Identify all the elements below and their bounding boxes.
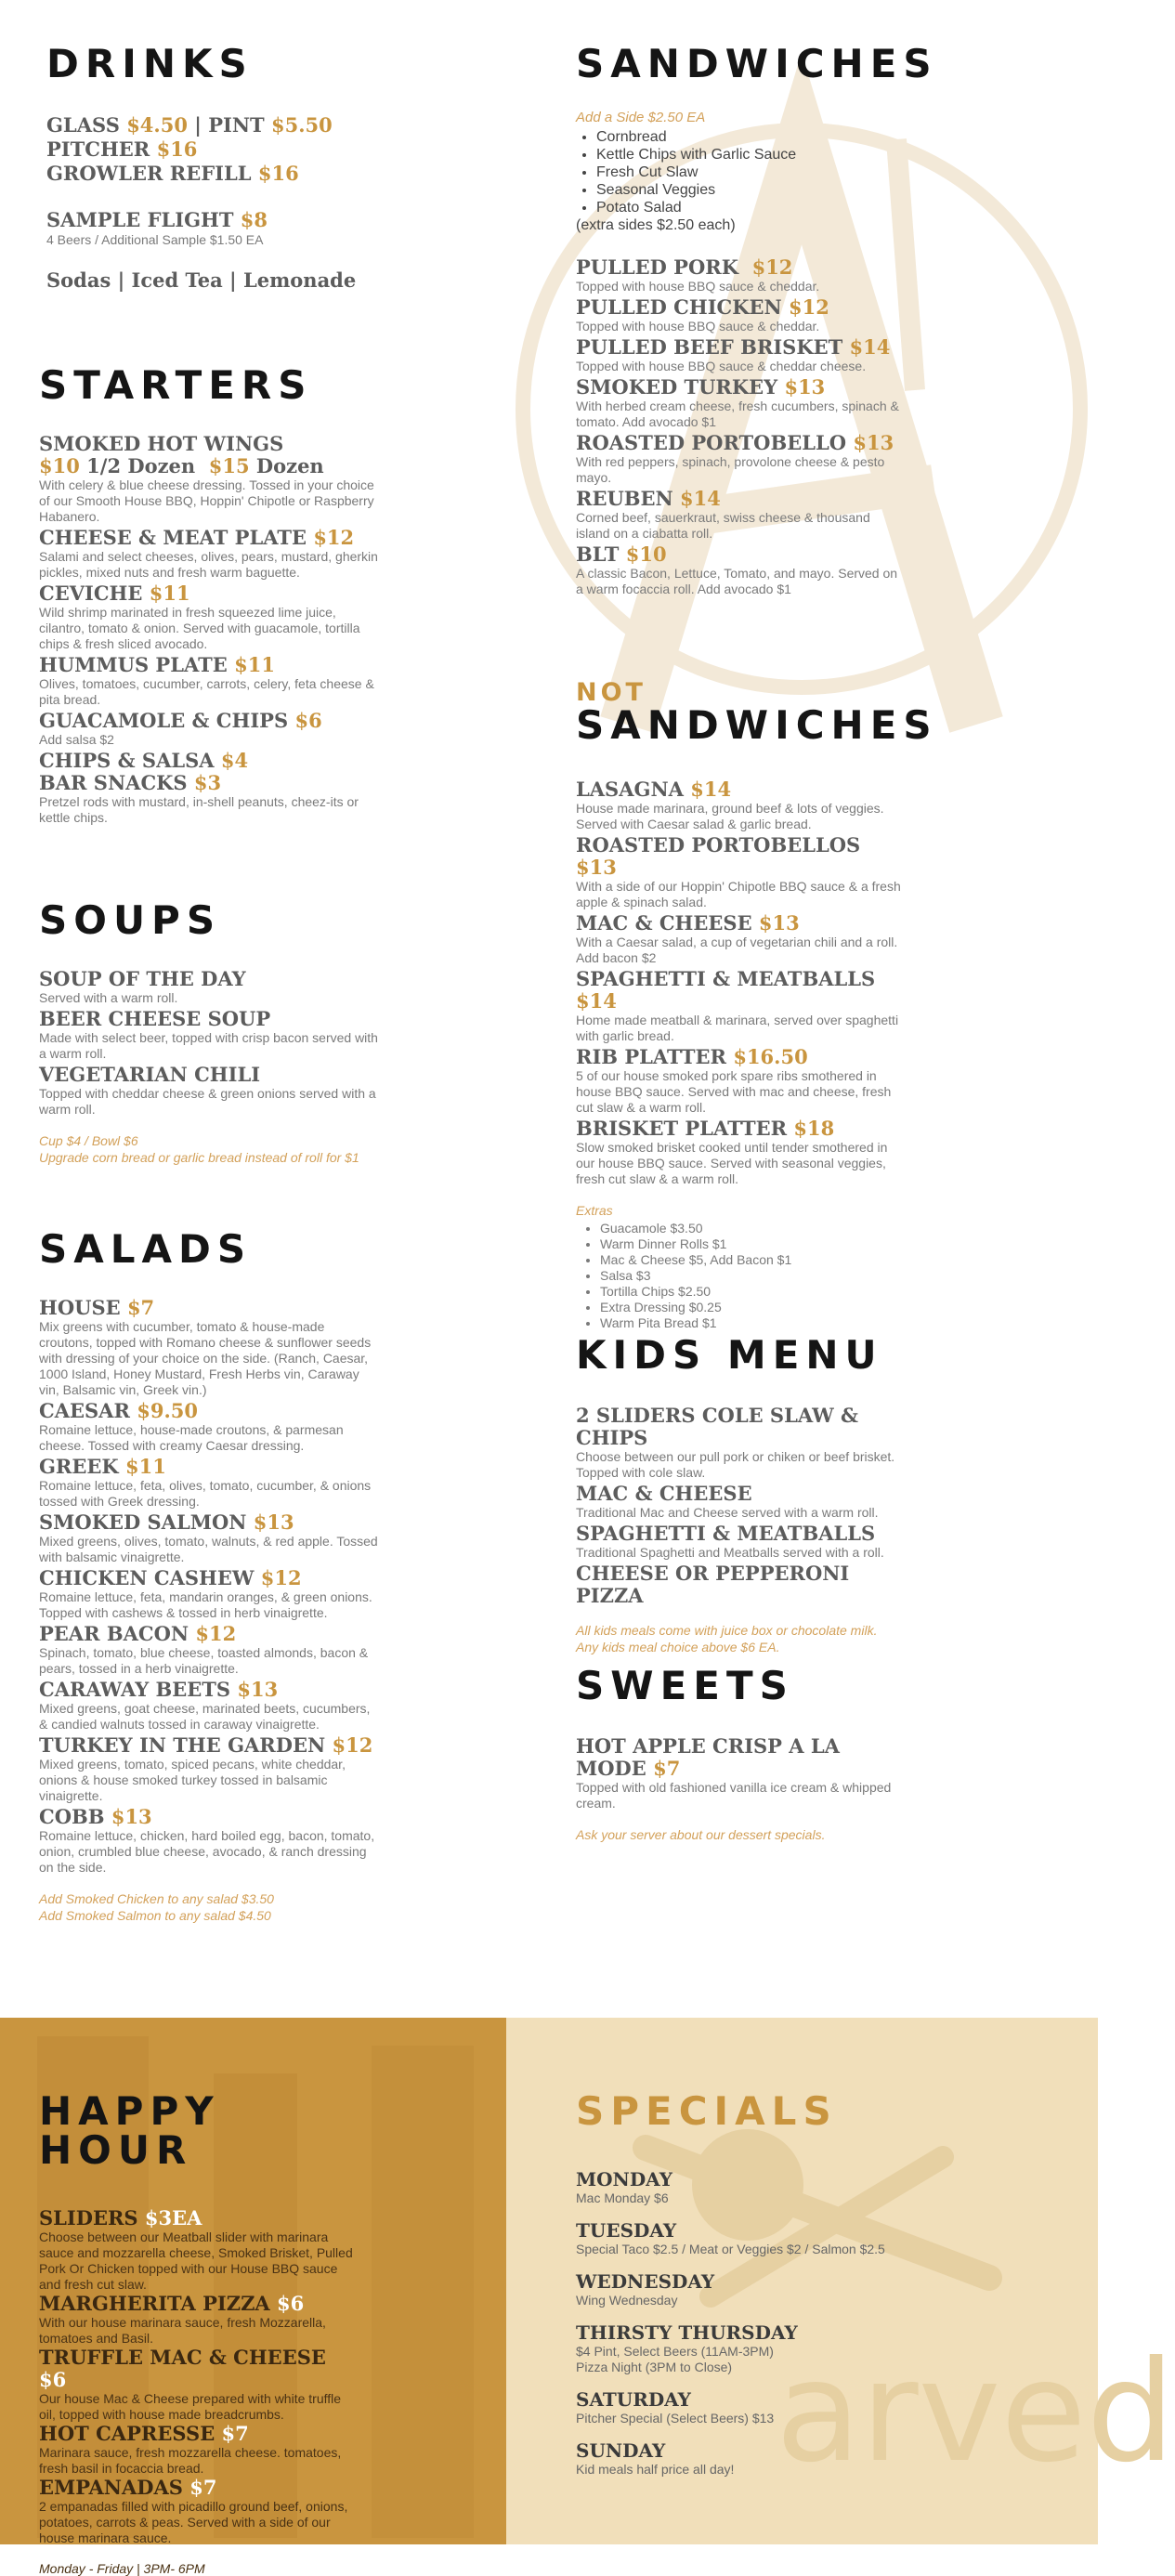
- menu-item: [576, 376, 901, 430]
- menu-item: [39, 582, 378, 652]
- item-name: SMOKED TURKEY: [576, 375, 778, 399]
- item-name: PEAR BACON: [39, 1622, 189, 1645]
- item-price: $13: [253, 1510, 294, 1534]
- kids-list: [576, 1405, 901, 1607]
- item-price: $9.50: [137, 1399, 199, 1422]
- menu-item: [576, 1735, 901, 1811]
- side-item: • Seasonal Veggies: [596, 181, 901, 199]
- item-name: SLIDERS: [39, 2206, 138, 2229]
- item-desc: Mixed greens, olives, tomato, walnuts, & red apple. Tossed with balsamic vinaigrette.: [39, 1534, 378, 1564]
- menu-item: [576, 1523, 901, 1561]
- menu-item: [39, 1567, 378, 1621]
- item-name: HOUSE: [39, 1296, 121, 1319]
- not-sandwiches-section: [576, 678, 938, 1331]
- side-item: • Kettle Chips with Garlic Sauce: [596, 146, 901, 163]
- sweets-section: [576, 1663, 901, 1843]
- item-desc: Olives, tomatoes, cucumber, carrots, celery, feta cheese & pita bread.: [39, 676, 374, 707]
- item-price: $12: [260, 1566, 302, 1589]
- sweets-title: SWEETS: [576, 1663, 794, 1708]
- menu-item: [576, 912, 901, 966]
- item-price: $12: [751, 255, 793, 279]
- item-price: $6: [294, 709, 322, 732]
- item-price: $13: [111, 1805, 152, 1828]
- item-price: $3EA: [144, 2206, 202, 2229]
- item-desc: Marinara sauce, fresh mozzarella cheese. tomatoes, fresh basil in focaccia bread.: [39, 2445, 342, 2476]
- item-name: TURKEY IN THE GARDEN: [39, 1733, 326, 1757]
- drink-glass-pint: [46, 113, 385, 137]
- item-price: $12: [195, 1622, 237, 1645]
- soft-drinks: Sodas | Iced Tea | Lemonade: [46, 268, 357, 292]
- starters-section: [39, 362, 378, 828]
- menu-item: [39, 2423, 359, 2477]
- item-desc: Mixed greens, tomato, spiced pecans, white cheddar, onions & house smoked turkey tossed in balsamic vinaigrette.: [39, 1757, 346, 1803]
- item-desc: Served with a warm roll.: [39, 990, 178, 1005]
- item-desc: Romaine lettuce, chicken, hard boiled egg, bacon, tomato, onion, crumbled blue cheese, avocado, & ranch dressing on the side.: [39, 1828, 375, 1875]
- item-desc: Mixed greens, goat cheese, marinated beets, cucumbers, & candied walnuts tossed in caraway vinaigrette.: [39, 1701, 371, 1732]
- extras-label: Extras: [576, 1203, 613, 1218]
- menu-item: [39, 527, 378, 581]
- side-item: • Cornbread: [596, 128, 901, 146]
- not-sandwiches-list: [576, 778, 901, 1187]
- special-day: [576, 2321, 929, 2375]
- item-price: $16.50: [733, 1045, 808, 1068]
- item-name: ROASTED PORTOBELLO: [576, 431, 847, 454]
- side-item: • Fresh Cut Slaw: [596, 163, 901, 181]
- wings-price-dozen: $15: [208, 454, 250, 477]
- wings-price-half: $10: [39, 454, 80, 477]
- wings-desc: With celery & blue cheese dressing. Tossed in your choice of our Smooth House BBQ, Hoppin' Chipotle or Raspberry Habanero.: [39, 477, 374, 524]
- side-note: Add a Side $2.50 EA: [576, 110, 706, 125]
- menu-item: [576, 336, 901, 374]
- drink-flight: [46, 208, 385, 232]
- special-day: [576, 2388, 929, 2426]
- item-name: BLT: [576, 543, 620, 566]
- item-desc: 5 of our house smoked pork spare ribs smothered in house BBQ sauce. Served with mac and cheese, fresh cut slaw & a warm roll.: [576, 1068, 892, 1115]
- item-name: BRISKET PLATTER: [576, 1117, 788, 1140]
- item-name: VEGETARIAN CHILI: [39, 1063, 261, 1086]
- drinks-title: DRINKS: [46, 41, 254, 86]
- salads-note-chicken: Add Smoked Chicken to any salad $3.50: [39, 1891, 274, 1906]
- sides-list: [596, 128, 901, 216]
- day-name: WEDNESDAY: [576, 2270, 715, 2293]
- item-desc: Topped with house BBQ sauce & cheddar.: [576, 279, 820, 294]
- soups-title: SOUPS: [39, 897, 222, 943]
- item-price: $14: [690, 778, 732, 801]
- happy-hour-list: [39, 2207, 359, 2546]
- specials-list: [576, 2168, 929, 2478]
- pitcher-label: PITCHER: [46, 137, 150, 161]
- flight-price: $8: [240, 208, 268, 231]
- menu-item: [39, 1008, 378, 1062]
- menu-item: [39, 1511, 378, 1565]
- flight-desc: 4 Beers / Additional Sample $1.50 EA: [46, 232, 264, 247]
- item-desc: Made with select beer, topped with crisp bacon served with a warm roll.: [39, 1030, 378, 1061]
- served-watermark: arved: [776, 2332, 1175, 2493]
- menu-item: [576, 834, 901, 910]
- item-price: $3: [193, 771, 222, 794]
- item-name: LASAGNA: [576, 778, 684, 801]
- item-name: SPAGHETTI & MEATBALLS: [576, 1522, 876, 1545]
- item-name: SMOKED SALMON: [39, 1510, 247, 1534]
- extra-item: • Tortilla Chips $2.50: [600, 1284, 901, 1300]
- day-name: SATURDAY: [576, 2388, 691, 2411]
- item-desc: Choose between our pull pork or chiken or beef brisket. Topped with cole slaw.: [576, 1449, 895, 1480]
- item-price: $7: [189, 2476, 217, 2499]
- pint-label: PINT: [208, 113, 265, 137]
- pint-price: $5.50: [270, 113, 333, 137]
- item-desc: Wild shrimp marinated in fresh squeezed lime juice, cilantro, tomato & onion. Served with guacamole, tortilla chips & fresh sliced avocado.: [39, 605, 360, 651]
- item-desc: Topped with old fashioned vanilla ice cream & whipped cream.: [576, 1780, 892, 1811]
- item-desc: Romaine lettuce, feta, olives, tomato, cucumber, & onions tossed with Greek dressing.: [39, 1478, 372, 1509]
- menu-item: [39, 2477, 359, 2546]
- menu-item: [576, 1405, 901, 1481]
- salads-section: [39, 1226, 378, 1924]
- item-desc: With a side of our Hoppin' Chipotle BBQ sauce & a fresh apple & spinach salad.: [576, 879, 901, 909]
- sandwiches-list: [576, 256, 901, 597]
- salads-note-salmon: Add Smoked Salmon to any salad $4.50: [39, 1908, 271, 1923]
- item-name: EMPANADAS: [39, 2476, 183, 2499]
- menu-item: [39, 1400, 378, 1454]
- menu-item: [39, 710, 378, 748]
- item-name: CHIPS & SALSA: [39, 749, 215, 772]
- special-day: [576, 2439, 929, 2478]
- item-name: CARAWAY BEETS: [39, 1678, 231, 1701]
- kids-title: KIDS MENU: [576, 1332, 883, 1378]
- item-name: CHEESE & MEAT PLATE: [39, 526, 307, 549]
- item-desc: Topped with cheddar cheese & green onions served with a warm roll.: [39, 1086, 376, 1117]
- item-price: $13: [576, 856, 617, 879]
- drink-growler: [46, 162, 385, 186]
- menu-item: [576, 968, 901, 1044]
- item-name: TRUFFLE MAC & CHEESE: [39, 2346, 326, 2369]
- item-price: $13: [784, 375, 826, 399]
- item-desc: Choose between our Meatball slider with marinara sauce and mozzarella cheese, Smoked Brisket, Pulled Pork Or Chicken topped with our House BBQ sauce and fresh cut slaw.: [39, 2229, 353, 2292]
- menu-item: [39, 1297, 378, 1398]
- item-price: $11: [124, 1455, 166, 1478]
- day-desc: Special Taco $2.5 / Meat or Veggies $2 / Salmon $2.5: [576, 2242, 885, 2256]
- soups-note-sizes: Cup $4 / Bowl $6: [39, 1133, 138, 1148]
- item-desc: Slow smoked brisket cooked until tender smothered in our house BBQ sauce. Served with seasonal veggies, fresh cut slaw & a warm roll.: [576, 1140, 888, 1186]
- item-desc: With herbed cream cheese, fresh cucumbers, spinach & tomato. Add avocado $1: [576, 399, 899, 429]
- item-name: PULLED BEEF BRISKET: [576, 335, 843, 359]
- item-desc: Spinach, tomato, blue cheese, toasted almonds, bacon & pears, tossed in a herb vinaigrette.: [39, 1645, 369, 1676]
- side-item: • Potato Salad: [596, 199, 901, 216]
- menu-item: [576, 1046, 901, 1116]
- item-price: $4: [220, 749, 249, 772]
- not-label: NOT: [576, 678, 646, 707]
- happy-hour-title: HAPPY HOUR: [39, 2088, 220, 2173]
- extra-item: • Mac & Cheese $5, Add Bacon $1: [600, 1252, 901, 1268]
- kids-section: [576, 1332, 901, 1655]
- item-name: CHEESE OR PEPPERONI PIZZA: [576, 1562, 850, 1607]
- item-price: $12: [313, 526, 355, 549]
- item-price: $13: [237, 1678, 279, 1701]
- drinks-list: [46, 113, 385, 293]
- menu-item: [39, 1064, 378, 1118]
- item-price: $7: [126, 1296, 155, 1319]
- menu-item: [576, 432, 901, 486]
- item-price: $18: [793, 1117, 835, 1140]
- item-desc: Pretzel rods with mustard, in-shell peanuts, cheez-its or kettle chips.: [39, 794, 359, 825]
- menu-item: [39, 1623, 378, 1677]
- item-desc: Romaine lettuce, feta, mandarin oranges, & green onions. Topped with cashews & tossed in herb vinaigrette.: [39, 1589, 372, 1620]
- item-name: RIB PLATTER: [576, 1045, 727, 1068]
- wings-name: SMOKED HOT WINGS: [39, 432, 284, 455]
- menu-item: [39, 750, 378, 772]
- item-name: MAC & CHEESE: [576, 1482, 752, 1505]
- soups-section: [39, 897, 378, 1166]
- wings-prices: [39, 455, 378, 477]
- sandwiches-title: SANDWICHES: [576, 41, 938, 86]
- menu-item: [576, 1483, 901, 1521]
- item-name: MAC & CHEESE: [576, 911, 752, 935]
- item-price: $14: [680, 487, 721, 510]
- growler-price: $16: [257, 162, 299, 185]
- item-desc: A classic Bacon, Lettuce, Tomato, and mayo. Served on a warm focaccia roll. Add avocado $1: [576, 566, 898, 596]
- item-name: HOT APPLE CRISP A LA MODE: [576, 1734, 840, 1780]
- item-price: $12: [789, 295, 829, 319]
- menu-item: [39, 1456, 378, 1510]
- menu-item: [576, 256, 901, 294]
- wings-qty-dozen: Dozen: [255, 454, 324, 477]
- item-name: PULLED PORK: [576, 255, 738, 279]
- menu-item: [576, 1118, 901, 1187]
- menu-item: [39, 968, 378, 1006]
- item-desc: With our house marinara sauce, fresh Mozzarella, tomatoes and Basil.: [39, 2315, 326, 2346]
- starters-title: STARTERS: [39, 362, 313, 408]
- day-desc: Kid meals half price all day!: [576, 2462, 735, 2477]
- day-desc-2: Pizza Night (3PM to Close): [576, 2360, 733, 2374]
- menu-item: [576, 543, 901, 597]
- special-day: [576, 2219, 929, 2257]
- day-desc: $4 Pint, Select Beers (11AM-3PM): [576, 2344, 774, 2359]
- day-name: SUNDAY: [576, 2439, 666, 2462]
- day-name: MONDAY: [576, 2168, 672, 2190]
- item-desc: Romaine lettuce, house-made croutons, & parmesan cheese. Tossed with creamy Caesar dressing.: [39, 1422, 344, 1453]
- item-desc: Topped with house BBQ sauce & cheddar.: [576, 319, 820, 333]
- extra-item: • Guacamole $3.50: [600, 1221, 901, 1236]
- item-desc: Our house Mac & Cheese prepared with white truffle oil, topped with house made breadcrumbs.: [39, 2391, 342, 2422]
- item-desc: Topped with house BBQ sauce & cheddar cheese.: [576, 359, 867, 373]
- item-name: CEVICHE: [39, 582, 143, 605]
- extra-item: • Warm Dinner Rolls $1: [600, 1236, 901, 1252]
- item-name: HUMMUS PLATE: [39, 653, 228, 676]
- drinks-section: [46, 41, 385, 86]
- item-desc: With red peppers, spinach, provolone cheese & pesto mayo.: [576, 454, 885, 485]
- day-name: TUESDAY: [576, 2219, 677, 2242]
- menu-item: [39, 2347, 359, 2423]
- item-name: COBB: [39, 1805, 105, 1828]
- item-name: CHICKEN CASHEW: [39, 1566, 255, 1589]
- item-price: $11: [149, 582, 190, 605]
- extra-sides: (extra sides $2.50 each): [576, 217, 736, 233]
- special-day: [576, 2270, 929, 2308]
- extra-item: • Warm Pita Bread $1: [600, 1315, 901, 1331]
- starters-list: [39, 527, 378, 826]
- item-desc: Corned beef, sauerkraut, swiss cheese & thousand island on a ciabatta roll.: [576, 510, 870, 541]
- item-price: $6: [277, 2292, 305, 2315]
- menu-item: [39, 2293, 359, 2347]
- day-desc: Pitcher Special (Select Beers) $13: [576, 2411, 775, 2426]
- item-price: $12: [332, 1733, 373, 1757]
- item-price: $14: [849, 335, 891, 359]
- item-price: $13: [853, 431, 894, 454]
- kids-note-drink: All kids meals come with juice box or chocolate milk.: [576, 1623, 878, 1638]
- item-name: BEER CHEESE SOUP: [39, 1007, 271, 1030]
- soups-note-upgrade: Upgrade corn bread or garlic bread instead of roll for $1: [39, 1150, 359, 1165]
- item-price: $11: [234, 653, 275, 676]
- item-desc: Salami and select cheeses, olives, pears, mustard, gherkin pickles, mixed nuts and fresh warm baguette.: [39, 549, 378, 580]
- salads-title: SALADS: [39, 1226, 253, 1272]
- drink-pitcher: [46, 137, 385, 162]
- menu-item: [39, 772, 378, 826]
- glass-price: $4.50: [126, 113, 188, 137]
- menu-item: [39, 1806, 378, 1876]
- item-price: $13: [758, 911, 800, 935]
- kids-note-price: Any kids meal choice above $6 EA.: [576, 1640, 780, 1654]
- extra-item: • Salsa $3: [600, 1268, 901, 1284]
- menu-item: [39, 654, 378, 708]
- day-desc: Wing Wednesday: [576, 2293, 678, 2308]
- separator: |: [194, 113, 202, 137]
- item-name: MARGHERITA PIZZA: [39, 2292, 270, 2315]
- item-price: $10: [625, 543, 667, 566]
- day-desc: Mac Monday $6: [576, 2190, 669, 2205]
- item-desc: Traditional Spaghetti and Meatballs served with a roll.: [576, 1545, 884, 1560]
- item-desc: 2 empanadas filled with picadillo ground beef, onions, potatoes, carrots & peas. Served with a side of our house marinara sauce.: [39, 2499, 348, 2545]
- not-sandwiches-title: SANDWICHES: [576, 702, 938, 748]
- glass-label: GLASS: [46, 113, 120, 137]
- specials-title: SPECIALS: [576, 2088, 838, 2134]
- item-desc: Mix greens with cucumber, tomato & house-made croutons, topped with Romano cheese & sunflower seeds with dressing of your choice on the side. (Ranch, Caesar, 1000 Island, Honey Mustard, Fresh Herbs vin, Caraway vin, Balsamic vin, Greek vin.): [39, 1319, 372, 1397]
- item-price: $14: [576, 989, 617, 1013]
- sandwiches-section: [576, 41, 938, 599]
- item-price: $6: [39, 2368, 67, 2391]
- menu-item: [576, 778, 901, 832]
- menu-item: [39, 2207, 359, 2293]
- wings-qty-half: 1/2 Dozen: [86, 454, 196, 477]
- menu-item: [39, 1679, 378, 1733]
- menu-item: [39, 1734, 378, 1804]
- item-price: $7: [653, 1757, 681, 1780]
- item-name: BAR SNACKS: [39, 771, 188, 794]
- item-desc: Traditional Mac and Cheese served with a warm roll.: [576, 1505, 879, 1520]
- item-name: 2 SLIDERS COLE SLAW & CHIPS: [576, 1404, 858, 1449]
- item-desc: Add salsa $2: [39, 732, 114, 747]
- menu-item: [576, 488, 901, 542]
- pitcher-price: $16: [156, 137, 198, 161]
- item-desc: With a Caesar salad, a cup of vegetarian chili and a roll. Add bacon $2: [576, 935, 898, 965]
- extras-list: [600, 1221, 901, 1331]
- dessert-note: Ask your server about our dessert specials.: [576, 1827, 826, 1842]
- menu-item: [576, 1563, 901, 1607]
- growler-label: GROWLER REFILL: [46, 162, 252, 185]
- item-name: PULLED CHICKEN: [576, 295, 782, 319]
- happy-hour-panel: [0, 2018, 506, 2576]
- item-name: REUBEN: [576, 487, 673, 510]
- item-name: SPAGHETTI & MEATBALLS: [576, 967, 876, 990]
- item-name: HOT CAPRESSE: [39, 2422, 215, 2445]
- day-name: THIRSTY THURSDAY: [576, 2321, 798, 2344]
- item-name: GREEK: [39, 1455, 119, 1478]
- menu-item: [576, 296, 901, 334]
- special-day: [576, 2168, 929, 2206]
- item-desc: Home made meatball & marinara, served over spaghetti with garlic bread.: [576, 1013, 899, 1043]
- flight-label: SAMPLE FLIGHT: [46, 208, 234, 231]
- item-name: SOUP OF THE DAY: [39, 967, 246, 990]
- item-name: ROASTED PORTOBELLOS: [576, 833, 861, 856]
- specials-panel: [506, 2018, 1175, 2544]
- extra-item: • Extra Dressing $0.25: [600, 1300, 901, 1315]
- item-desc: House made marinara, ground beef & lots of veggies. Served with Caesar salad & garlic bread.: [576, 801, 884, 831]
- item-name: CAESAR: [39, 1399, 130, 1422]
- item-name: GUACAMOLE & CHIPS: [39, 709, 289, 732]
- happy-hour-times: Monday - Friday | 3PM- 6PM: [39, 2561, 205, 2576]
- item-price: $7: [221, 2422, 249, 2445]
